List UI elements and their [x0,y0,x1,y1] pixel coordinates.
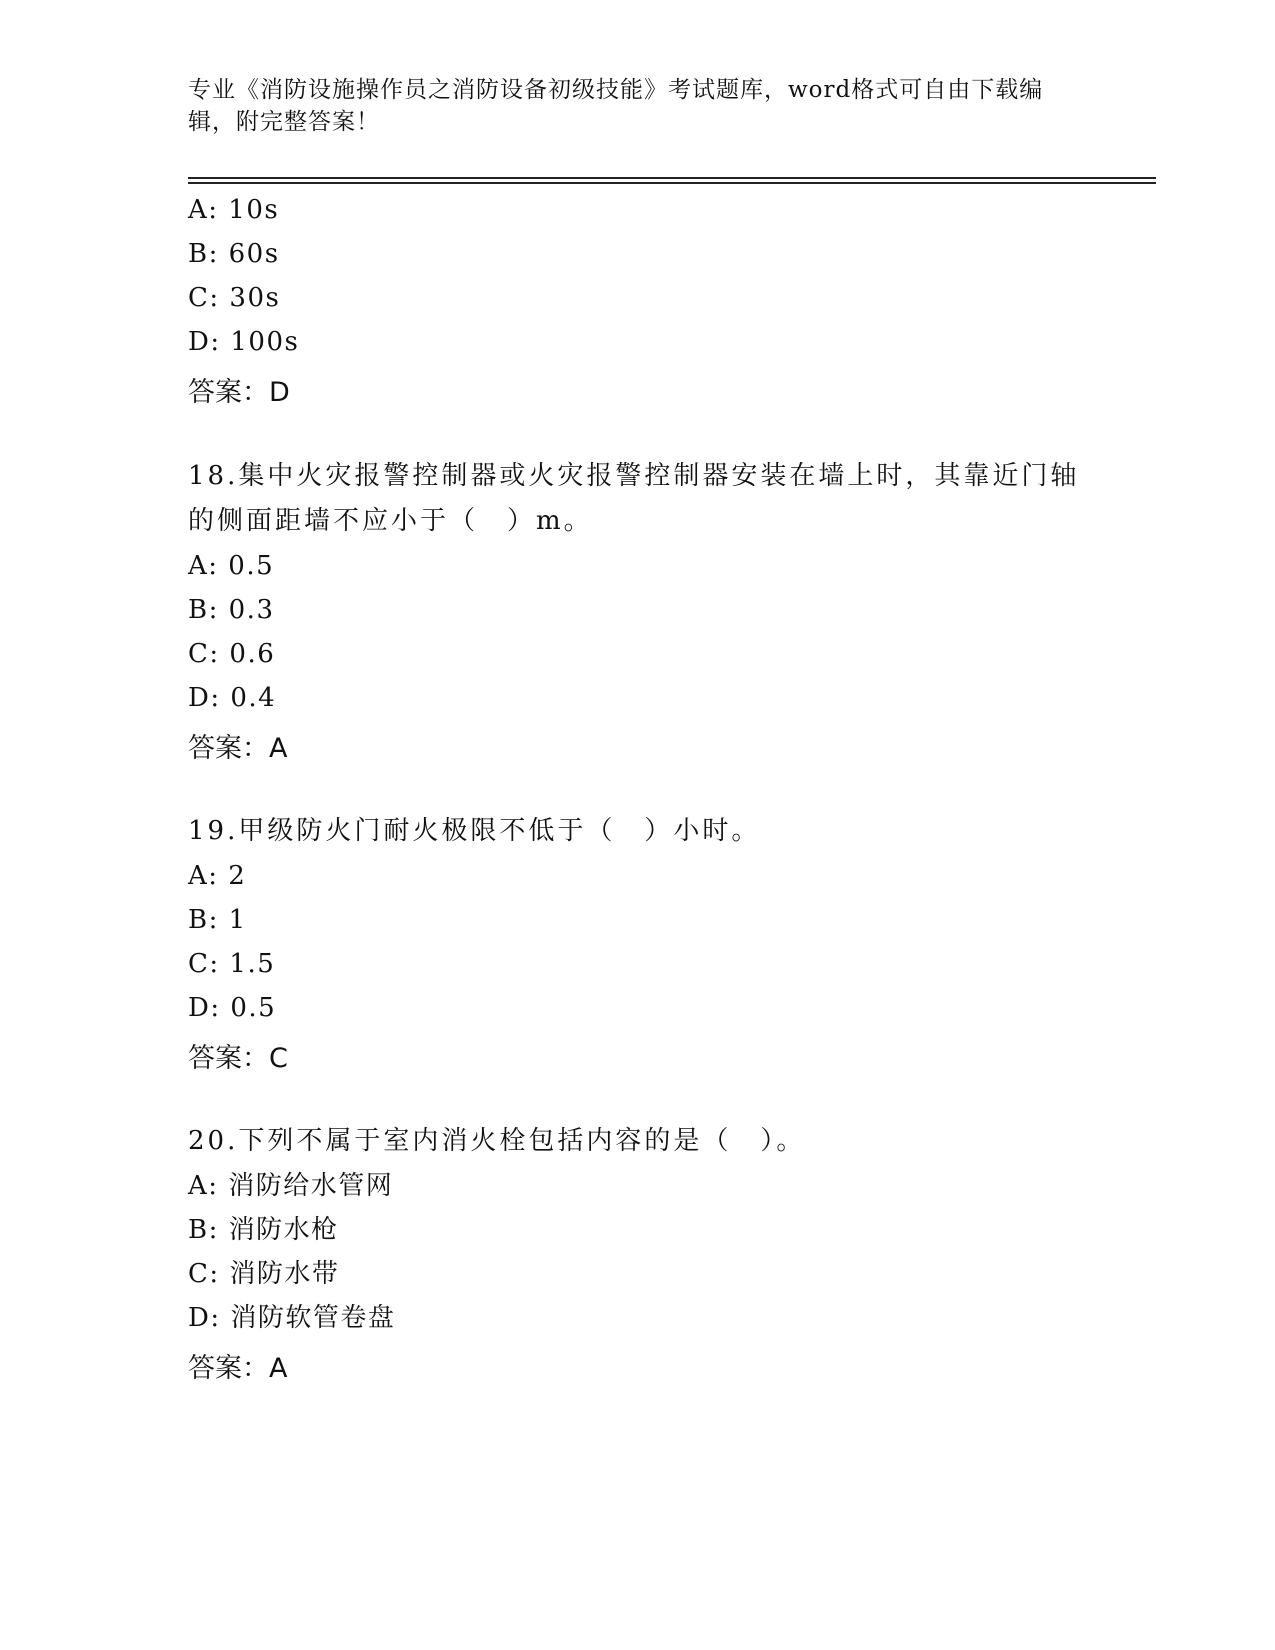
q18-option-b: B: 0.3 [188,595,275,625]
q19-option-c: C: 1.5 [188,949,276,979]
header-line-1: 专业《消防设施操作员之消防设备初级技能》考试题库，word格式可自由下载编 [188,77,1044,103]
q18-stem-line-1: 18.集中火灾报警控制器或火灾报警控制器安装在墙上时，其靠近门轴 [188,461,1080,491]
q20-stem: 20.下列不属于室内消火栓包括内容的是（ ）。 [188,1126,806,1156]
q18-option-d: D: 0.4 [188,683,277,713]
q18-option-c: C: 0.6 [188,639,276,669]
header-divider-bottom [188,182,1156,184]
q18-answer: 答案：A [188,733,288,764]
q20-answer: 答案：A [188,1353,288,1384]
header-divider-top [188,177,1156,179]
q19-option-b: B: 1 [188,905,247,935]
q20-option-d: D: 消防软管卷盘 [188,1303,396,1333]
q17-option-b: B: 60s [188,239,280,269]
q19-stem: 19.甲级防火门耐火极限不低于（ ）小时。 [188,816,761,846]
q19-option-d: D: 0.5 [188,993,277,1023]
q20-option-b: B: 消防水枪 [188,1215,339,1245]
q19-answer: 答案：C [188,1043,288,1074]
document-header [188,74,1088,138]
q17-option-d: D: 100s [188,327,300,357]
header-line-2: 辑，附完整答案！ [188,109,380,135]
q19-option-a: A: 2 [188,861,247,891]
q18-stem-line-2: 的侧面距墙不应小于（ ）m。 [188,506,593,536]
q17-answer: 答案：D [188,377,290,408]
q18-option-a: A: 0.5 [188,551,275,581]
q20-option-c: C: 消防水带 [188,1259,340,1289]
q20-option-a: A: 消防给水管网 [188,1171,394,1201]
q17-option-a: A: 10s [188,195,280,225]
q17-option-c: C: 30s [188,283,281,313]
